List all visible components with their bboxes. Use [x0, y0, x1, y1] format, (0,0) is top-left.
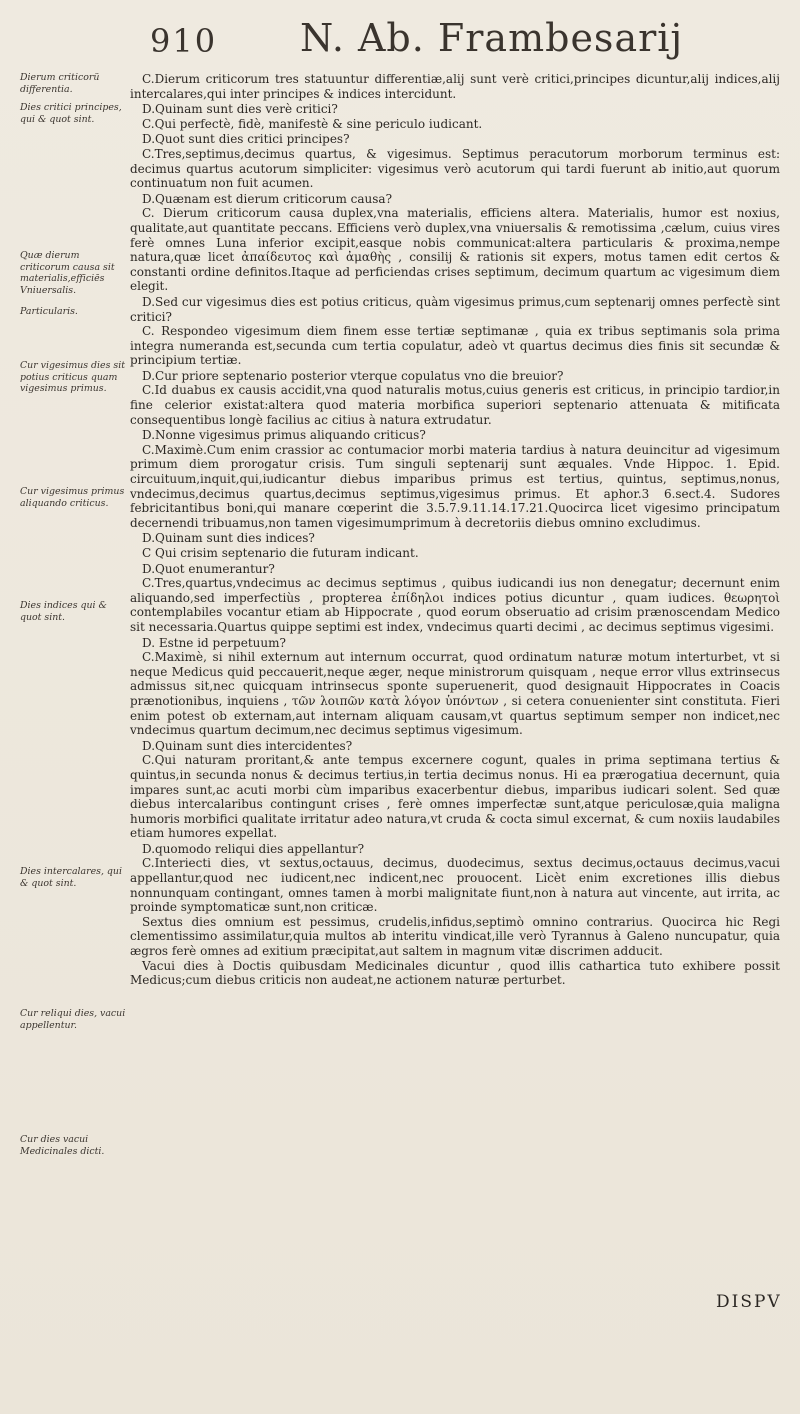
margin-note: Dies intercalares, qui & quot sint. — [20, 866, 122, 889]
paragraph: D.Quinam sunt dies intercidentes? — [142, 738, 353, 753]
margin-note: Quæ dierum criticorum causa sit materialis,efficiēs Vniuersalis. — [20, 250, 115, 296]
paragraph: D.Quænam est dierum criticorum causa? — [142, 191, 393, 206]
paragraph: Sextus dies omnium est pessimus, crudelis,infidus,septimò omnino contrarius. Quocirca hic Regi clementissimo assimilatur,quia multos ab interitu vindicat,ille verò Tyrannus à Galeno nuncupatur, quia ægros ferè omnes ad exitium præcipitat,aut saltem in magnum vitæ discrimen adducit. — [130, 914, 780, 959]
paragraph: D.Sed cur vigesimus dies est potius criticus, quàm vigesimus primus,cum septenarij omnes perfectè sint critici? — [130, 294, 780, 324]
paragraph: D.quomodo reliqui dies appellantur? — [142, 841, 365, 856]
paragraph: D.Quinam sunt dies indices? — [142, 531, 315, 546]
paragraph: D.Quot enumerantur? — [142, 561, 275, 576]
paragraph: C.Tres,quartus,vndecimus ac decimus septimus , quibus iudicandi ius non denegatur; decernunt enim aliquando,sed imperfectiùs , propterea ἐπίδηλοι indices potius dicuntur , quam iudices. θεωρητοὶ contemplabiles vocantur etiam ab Hippocrate , quod eorum obseruatio ad crisim prænoscendam Medico sit necessaria.Quartus quippe septimi est index, vndecimus quarti decimi , ac decimus septimus vigesimi. — [130, 576, 780, 634]
running-head: N. Ab. Frambesarij — [300, 16, 684, 60]
margin-note: Particularis. — [20, 306, 78, 317]
margin-note: Cur dies vacui Medicinales dicti. — [20, 1134, 105, 1157]
page-header — [0, 16, 800, 72]
paragraph: C.Dierum criticorum tres statuuntur differentiæ,alij sunt verè critici,principes dicuntur,alij indices,alij intercalares,qui inter principes & indices intercidunt. — [130, 72, 780, 101]
paragraph: D.Quinam sunt dies verè critici? — [142, 102, 338, 117]
paragraph: D.Quot sunt dies critici principes? — [142, 132, 350, 147]
paragraph: C.Interiecti dies, vt sextus,octauus, decimus, duodecimus, sextus decimus,octauus decimus,vacui appellantur,quod nec iudicent,nec indicent,nec prouocent. Licèt enim excretiones illis diebus nonnunquam contingant, omnes tamen à morbi malignitate fiunt,non à natura aut vincente, aut irrita, ac proinde symptomaticæ sunt,non criticæ. — [130, 856, 780, 915]
margin-note: Dierum criticorü differentia. — [20, 72, 100, 95]
paragraph: C Qui crisim septenario die futuram indicant. — [142, 546, 419, 560]
main-text — [130, 72, 780, 988]
margin-note: Cur vigesimus primus aliquando criticus. — [20, 486, 125, 509]
margin-note: Dies critici principes, qui & quot sint. — [20, 102, 122, 125]
paragraph: C. Dierum criticorum causa duplex,vna materialis, efficiens altera. Materialis, humor est noxius, qualitate,aut quantitate peccans. Efficiens verò duplex,vna vniuersalis & remotissima ,cælum, cuius vires ferè omnes Luna inferior excipit,easque nobis communicat:altera particularis & proxima,nempe natura,quæ licet ἀπαίδευτος καὶ ἀμαθὴς , consilij & rationis sit expers, motus tamen edit certos & constanti ordine definitos.Itaque ad perficiendas crises septimum, decimum quartum ac vigesimum diem elegit. — [130, 206, 780, 294]
paragraph: C.Qui perfectè, fidè, manifestè & sine periculo iudicant. — [142, 116, 483, 131]
paragraph: D.Nonne vigesimus primus aliquando criticus? — [142, 428, 426, 443]
paragraph: D.Cur priore septenario posterior vterque copulatus vno die breuior? — [142, 368, 564, 383]
paragraph: Vacui dies à Doctis quibusdam Medicinales dicuntur , quod illis cathartica tuto exhibere possit Medicus;cum diebus criticis non audeat,ne actionem naturæ perturbet. — [130, 958, 780, 988]
page-number: 910 — [150, 22, 218, 60]
paragraph: D. Estne id perpetuum? — [142, 635, 286, 650]
paragraph: C.Tres,septimus,decimus quartus, & vigesimus. Septimus peracutorum morborum terminus est: decimus quartus acutorum simpliciter: vigesimus verò acutorum qui tardi fuerunt ab initio,aut quorum continuatum non fuit acumen. — [130, 146, 780, 191]
paragraph: C. Respondeo vigesimum diem finem esse tertiæ septimanæ , quia ex tribus septimanis sola prima integra numeranda est,secunda cum tertia copulatur, adeò vt quartus decimus dies finis sit secundæ & principium tertiæ. — [130, 324, 780, 368]
catchword: DISPV — [716, 1292, 782, 1312]
paragraph: C.Maximè.Cum enim crassior ac contumacior morbi materia tardius à natura deuincitur ad vigesimum primum diem prorogatur crisis. Tum singuli septenarij sunt æquales. Vnde Hippoc. 1. Epid. circuituum,inquit,qui,iudicantur diebus imparibus primus est tertius, quintus, septimus,nonus, vndecimus,decimus quartus,decimus septimus,vigesimus primus. Et aphor.3 6.sect.4. Sudores febricitantibus boni,qui manare cœperint die 3.5.7.9.11.14.17.21.Quocirca licet vigesimo principatum decernendi tribuamus,non tamen vigesimumprimum à decretoriis diebus omnino excludimus. — [130, 442, 780, 530]
margin-note: Cur vigesimus dies sit potius criticus quam vigesimus primus. — [20, 360, 125, 395]
margin-note: Cur reliqui dies, vacui appellentur. — [20, 1008, 126, 1031]
paragraph: C.Maximè, si nihil externum aut internum occurrat, quod ordinatum naturæ motum interturbet, vt si neque Medicus quid peccauerit,neque æger, neque ministrorum quisquam , neque error vllus extrinsecus admissus sit,nec quicquam intrinsecus sponte superuenerit, quod designauit Hippocrates in Coacis prænotionibus, inquiens , τῶν λοιπῶν κατὰ λόγον ὑπόντων , si cetera conuenienter sint constituta. Fieri enim potest ob externam,aut internam aliquam causam,vt quartus septimum semper non indicet,nec vndecimus quartum decimum,nec decimus septimus vigesimum. — [130, 650, 780, 738]
paragraph: C.Qui naturam proritant,& ante tempus excernere cogunt, quales in prima septimana tertius & quintus,in secunda nonus & decimus tertius,in tertia decimus nonus. Hi ea prærogatiua decernunt, quia impares sunt,ac acuti morbi cùm imparibus exacerbentur diebus, imparibus iudicari solent. Sed quæ diebus intercalaribus contingunt crises , ferè omnes imperfectæ sunt,atque periculosæ,quia maligna humoris morbifici qualitate irritatur adeo natura,vt cruda & cocta simul excernat, & cum noxiis laudabiles etiam humores expellat. — [130, 753, 780, 841]
margin-note: Dies indices qui & quot sint. — [20, 600, 107, 623]
paragraph: C.Id duabus ex causis accidit,vna quod naturalis motus,cuius generis est criticus, in principio tardior,in fine celerior existat:altera quod materia morbifica superiori septenario attenuata & mitificata consequentibus longè facilius ac citius à natura extrudatur. — [130, 383, 780, 427]
